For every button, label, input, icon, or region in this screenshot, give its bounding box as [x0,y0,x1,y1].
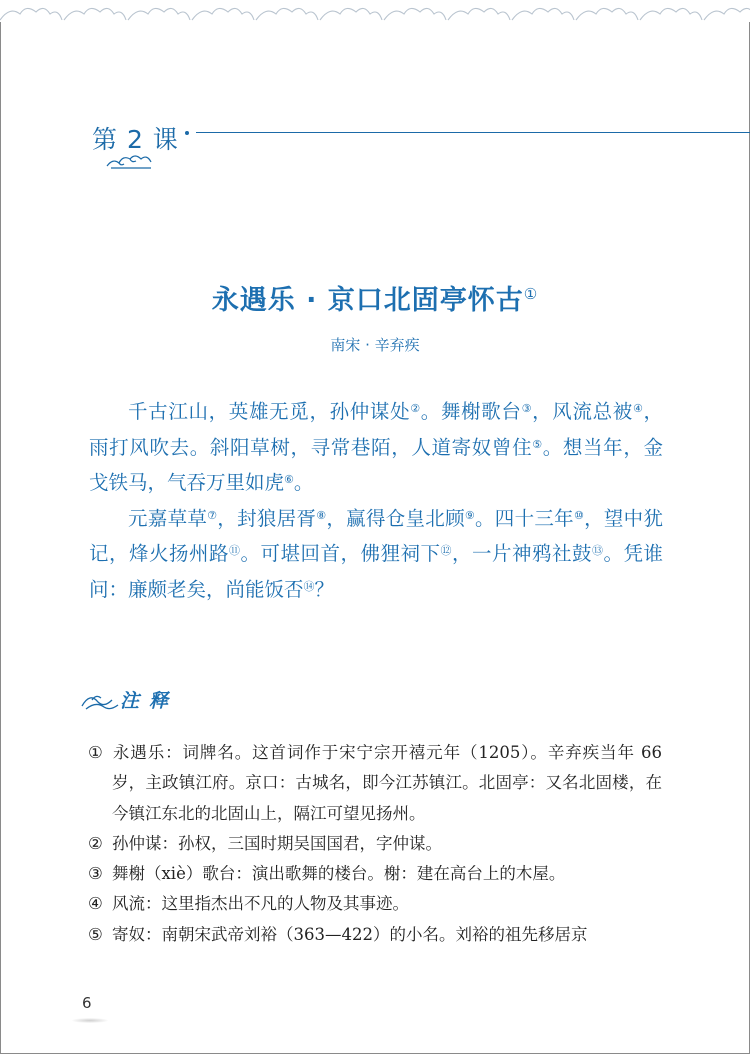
page-number: 6 [82,994,92,1012]
footnote-mark: ⑪ [229,544,241,557]
poem-text: ？ [314,577,335,601]
poem-text: ，赢得仓皇北顾 [326,506,465,530]
footnote-mark: ⑩ [573,508,585,522]
lesson-header [0,110,750,180]
footnote-mark: ⑨ [464,508,476,522]
poem-author: 南宋 · 辛弃疾 [330,336,420,354]
note-number: ② [88,833,103,853]
footnote-mark: ⑬ [591,544,604,557]
wave-icon [80,690,120,712]
notes-heading [80,684,280,716]
footnote-mark: ② [410,402,421,415]
notes-list [88,738,662,950]
poem-text: 。凭谁问：廉颇老矣，尚能饭否 [89,542,663,601]
note-number: ① [88,743,103,762]
note-number: ⑤ [88,924,103,944]
note-text: 舞榭（xiè）歌台：演出歌舞的楼台。榭：建在高台上的木屋。 [112,864,566,884]
footnote-mark: ⑧ [316,508,327,522]
poem-text: 。四十三年 [475,506,574,530]
poem-text: ，风流总被 [532,400,633,423]
note-text: 寄奴：南朝宋武帝刘裕（363—422）的小名。刘裕的祖先移居京 [112,924,588,944]
poem-text: ，雨打风吹去。斜阳草树，寻常巷陌，人道寄奴曾住 [89,400,663,459]
footnote-mark: ⑦ [207,508,218,522]
poem-text: 千古江山，英雄无觅，孙仲谋处 [128,400,411,423]
poem-title [0,278,750,317]
footnote-mark: ⑭ [303,579,315,593]
lesson-rule [196,132,750,133]
page-number-shadow [72,1018,108,1023]
note-number: ③ [88,864,103,884]
poem-stanza [89,500,663,607]
cloud-ornament-icon [105,152,157,170]
lesson-title: 第 2 课 [92,125,179,154]
poem-text: 。想当年，金戈铁马，气吞万里如虎 [89,435,663,494]
top-cloud-border [0,0,750,22]
footnote-mark: ⑥ [284,473,294,486]
note-text: 风流：这里指杰出不凡的人物及其事迹。 [112,894,409,914]
footnote-mark: ④ [632,402,644,415]
footnote-mark: ③ [521,402,533,415]
footnote-mark: ⑫ [440,544,452,557]
note-item [88,738,662,829]
poem-title-text: 永遇乐 · 京口北固亭怀古 [211,285,524,316]
notes-title: 注释 [120,690,179,712]
poem-stanza [89,393,663,500]
poem-title-note-mark: ① [523,285,539,303]
poem-body [89,393,663,606]
note-item [88,829,662,859]
poem-text: 。可堪回首，佛狸祠下 [240,542,441,565]
poem-text: 。舞榭歌台 [420,400,522,423]
note-item [88,889,662,919]
note-item [88,920,662,950]
poem-text: 元嘉草草 [128,506,208,530]
note-item [88,859,662,889]
poem-text: 。 [293,471,314,494]
poem-text: ，封狼居胥 [217,506,317,530]
note-text: 永遇乐：词牌名。这首词作于宋宁宗开禧元年（1205）。辛弃疾当年 66 岁，主政镇江府。京口：古城名，即今江苏镇江。北固亭：又名北固楼，在今镇江东北的北固山上，隔江可望见扬州。 [112,743,662,823]
lesson-dot [185,131,189,135]
poem-text: ，一片神鸦社鼓 [451,542,592,565]
poem-text: ，望中犹记，烽火扬州路 [89,506,663,565]
note-number: ④ [88,894,103,914]
footnote-mark: ⑤ [532,437,543,451]
note-text: 孙仲谋：孙权，三国时期吴国国君，字仲谋。 [112,833,442,853]
